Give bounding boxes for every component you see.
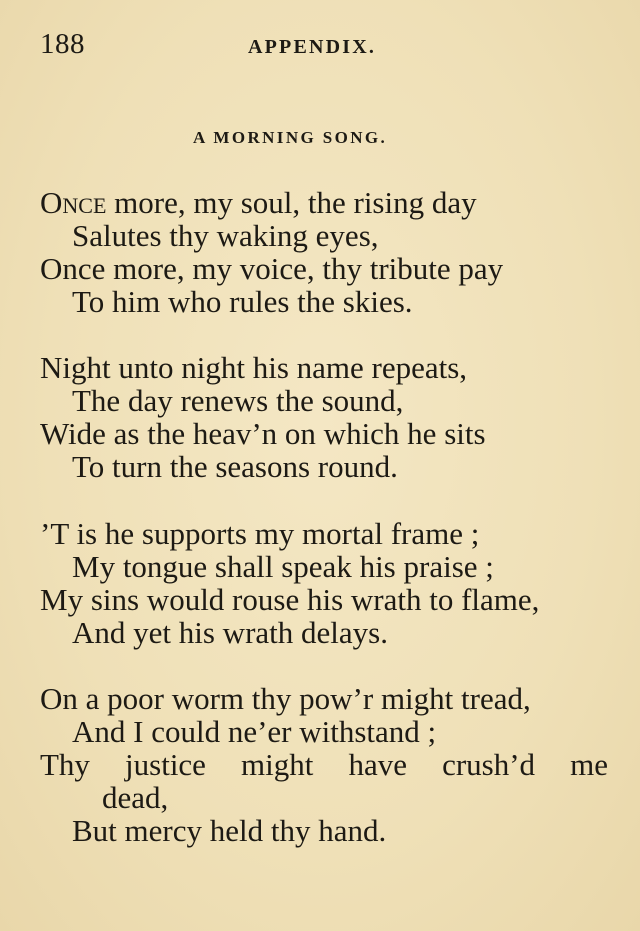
- page-number: 188: [40, 28, 85, 60]
- poem-line: The day renews the sound,: [72, 383, 404, 418]
- poem-line: And I could ne’er withstand ;: [72, 714, 437, 749]
- poem-line-text: more, my soul, the rising day: [106, 185, 477, 220]
- running-head: APPENDIX.: [248, 36, 377, 58]
- poem-line: Thy justice might have crush’d me: [40, 747, 608, 782]
- poem-line: Wide as the heav’n on which he sits: [40, 416, 486, 451]
- poem-line: My sins would rouse his wrath to flame,: [40, 582, 540, 617]
- poem-line: But mercy held thy hand.: [72, 813, 387, 848]
- poem-line-lead: Once: [40, 185, 107, 220]
- poem-line: On a poor worm thy pow’r might tread,: [40, 681, 531, 716]
- poem-line: Night unto night his name repeats,: [40, 350, 468, 385]
- poem-line: dead,: [102, 780, 169, 815]
- poem-line: My tongue shall speak his praise ;: [72, 549, 494, 584]
- poem-line: [40, 186, 477, 219]
- poem-line: ’T is he supports my mortal frame ;: [40, 516, 480, 551]
- poem-line: To turn the seasons round.: [72, 449, 398, 484]
- poem-line: To him who rules the skies.: [72, 284, 413, 319]
- poem-line: Once more, my voice, thy tribute pay: [40, 251, 504, 286]
- poem-line: And yet his wrath delays.: [72, 615, 388, 650]
- poem-line: Salutes thy waking eyes,: [72, 218, 379, 253]
- poem-title: A MORNING SONG.: [193, 128, 388, 147]
